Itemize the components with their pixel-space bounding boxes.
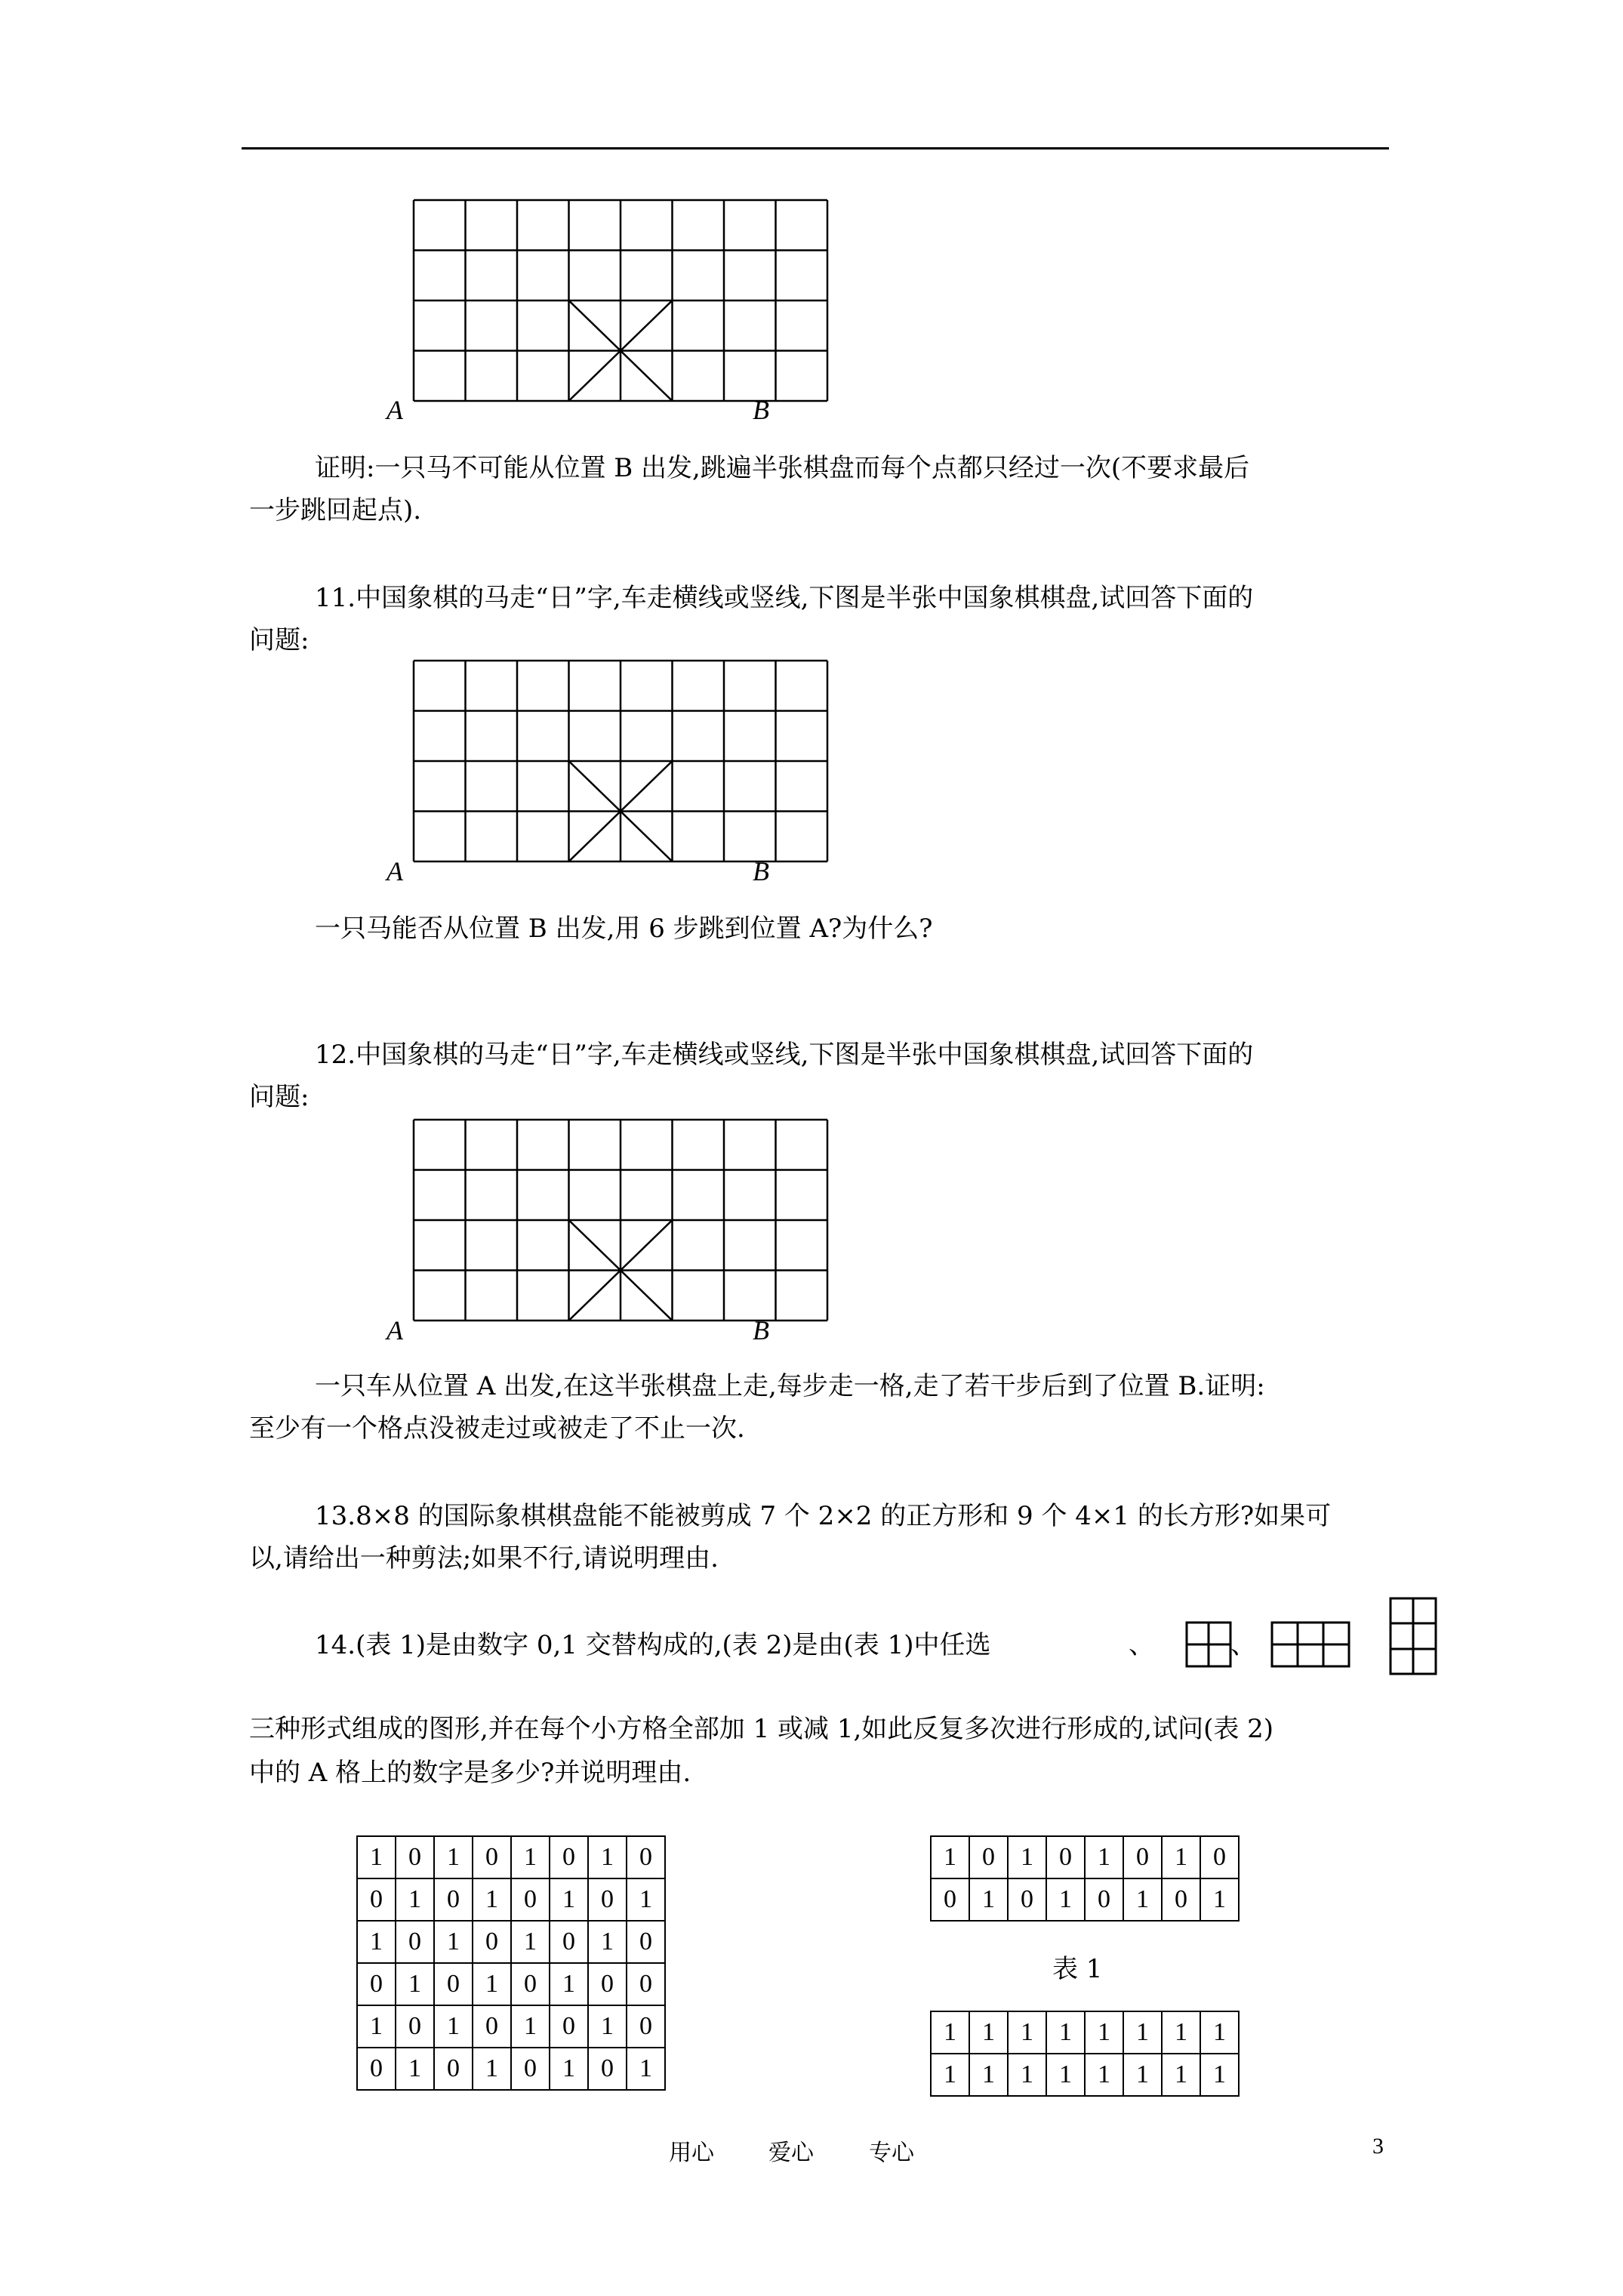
table-cell: 1 bbox=[1085, 1836, 1123, 1878]
table-cell: 1 bbox=[1046, 1878, 1085, 1921]
table-cell: 1 bbox=[588, 1836, 627, 1878]
table-cell: 0 bbox=[357, 1963, 396, 2005]
board-1-label-a: A bbox=[387, 395, 403, 425]
q14-text-line2: 三种形式组成的图形,并在每个小方格全部加 1 或减 1,如此反复多次进行形成的,试问(表 2) bbox=[249, 1714, 1274, 1744]
table-cell: 1 bbox=[550, 2048, 588, 2090]
table-cell: 1 bbox=[969, 2011, 1008, 2054]
shape-3x2-rectangle bbox=[1270, 1621, 1350, 1672]
footer-left: 用心 bbox=[669, 2140, 714, 2166]
table-cell: 0 bbox=[627, 2005, 665, 2048]
table-cell: 1 bbox=[1008, 2054, 1046, 2096]
table-cell: 0 bbox=[550, 1836, 588, 1878]
table-cell: 0 bbox=[473, 1921, 511, 1963]
table-cell: 0 bbox=[1046, 1836, 1085, 1878]
table-row bbox=[357, 1963, 665, 2005]
table-cell: 0 bbox=[434, 1963, 473, 2005]
table-row bbox=[931, 2011, 1239, 2054]
chess-board-3 bbox=[411, 1117, 830, 1322]
table-cell: 0 bbox=[588, 1963, 627, 2005]
table-cell: 0 bbox=[511, 1878, 550, 1921]
table-cell: 0 bbox=[357, 1878, 396, 1921]
table-cell: 0 bbox=[1123, 1836, 1162, 1878]
table-cell: 1 bbox=[396, 1878, 434, 1921]
table-row bbox=[931, 2054, 1239, 2096]
table-cell: 0 bbox=[1200, 1836, 1239, 1878]
table-cell: 1 bbox=[588, 2005, 627, 2048]
header-rule bbox=[242, 147, 1389, 149]
table-cell: 1 bbox=[434, 1921, 473, 1963]
table-cell: 0 bbox=[550, 2005, 588, 2048]
table-cell: 1 bbox=[550, 1878, 588, 1921]
board-3-label-a: A bbox=[387, 1315, 403, 1345]
table-cell: 1 bbox=[396, 1963, 434, 2005]
q14-text-line1: 14.(表 1)是由数字 0,1 交替构成的,(表 2)是由(表 1)中任选 bbox=[315, 1630, 991, 1660]
table-row bbox=[357, 1878, 665, 1921]
table-cell: 1 bbox=[969, 2054, 1008, 2096]
table-cell: 0 bbox=[357, 2048, 396, 2090]
table-cell: 0 bbox=[1162, 1878, 1200, 1921]
table-cell: 0 bbox=[511, 2048, 550, 2090]
table-cell: 0 bbox=[969, 1836, 1008, 1878]
table-row bbox=[357, 1836, 665, 1878]
page-number: 3 bbox=[1372, 2134, 1384, 2159]
table-cell: 1 bbox=[396, 2048, 434, 2090]
table-cell: 1 bbox=[1162, 2054, 1200, 2096]
table-cell: 1 bbox=[1200, 2054, 1239, 2096]
table-row bbox=[357, 1921, 665, 1963]
table-cell: 0 bbox=[627, 1963, 665, 2005]
table-cell: 0 bbox=[473, 2005, 511, 2048]
q12-text-line1: 12.中国象棋的马走“日”字,车走横线或竖线,下图是半张中国象棋棋盘,试回答下面的 bbox=[315, 1040, 1254, 1070]
table-cell: 0 bbox=[1008, 1878, 1046, 1921]
board-3-label-b: B bbox=[753, 1315, 769, 1345]
table-cell: 0 bbox=[434, 2048, 473, 2090]
table-row bbox=[931, 1878, 1239, 1921]
table-cell: 0 bbox=[588, 2048, 627, 2090]
table-row bbox=[357, 2005, 665, 2048]
q10-text-line1: 证明:一只马不可能从位置 B 出发,跳遍半张棋盘而每个点都只经过一次(不要求最后 bbox=[315, 453, 1250, 483]
table-cell: 0 bbox=[931, 1878, 969, 1921]
table-cell: 1 bbox=[434, 1836, 473, 1878]
table-cell: 0 bbox=[588, 1878, 627, 1921]
table-cell: 1 bbox=[1200, 2011, 1239, 2054]
table-cell: 1 bbox=[1085, 2054, 1123, 2096]
q12-text-line2: 问题: bbox=[249, 1082, 310, 1112]
table-cell: 1 bbox=[550, 1963, 588, 2005]
table-1-caption: 表 1 bbox=[1052, 1954, 1103, 1984]
table-cell: 1 bbox=[473, 2048, 511, 2090]
board-2-label-a: A bbox=[387, 856, 403, 886]
table-cell: 1 bbox=[357, 1836, 396, 1878]
table-cell: 0 bbox=[1085, 1878, 1123, 1921]
table-cell: 1 bbox=[1046, 2054, 1085, 2096]
table-2 bbox=[356, 1835, 666, 2091]
table-cell: 0 bbox=[550, 1921, 588, 1963]
table-cell: 1 bbox=[357, 1921, 396, 1963]
table-cell: 1 bbox=[511, 1836, 550, 1878]
q11-text-line2: 问题: bbox=[249, 625, 310, 655]
q12-question-line1: 一只车从位置 A 出发,在这半张棋盘上走,每步走一格,走了若干步后到了位置 B.证明: bbox=[315, 1371, 1265, 1401]
table-cell: 0 bbox=[396, 2005, 434, 2048]
table-cell: 1 bbox=[434, 2005, 473, 2048]
table-cell: 1 bbox=[473, 1963, 511, 2005]
table-1 bbox=[930, 1835, 1240, 1922]
table-cell: 1 bbox=[588, 1921, 627, 1963]
table-cell: 1 bbox=[1162, 2011, 1200, 2054]
table-cell: 1 bbox=[511, 2005, 550, 2048]
q11-question: 一只马能否从位置 B 出发,用 6 步跳到位置 A?为什么? bbox=[315, 914, 933, 944]
q12-question-line2: 至少有一个格点没被走过或被走了不止一次. bbox=[249, 1413, 745, 1444]
table-row bbox=[357, 2048, 665, 2090]
table-cell: 0 bbox=[511, 1963, 550, 2005]
table-row bbox=[931, 1836, 1239, 1878]
q14-separator-1: 、 bbox=[1129, 1630, 1154, 1660]
table-cell: 1 bbox=[1200, 1878, 1239, 1921]
chess-board-1 bbox=[411, 198, 830, 402]
table-cell: 1 bbox=[473, 1878, 511, 1921]
q10-text-line2: 一步跳回起点). bbox=[249, 495, 422, 525]
chess-board-2 bbox=[411, 658, 830, 863]
table-cell: 1 bbox=[1123, 2054, 1162, 2096]
table-cell: 1 bbox=[1085, 2011, 1123, 2054]
table-cell: 1 bbox=[1046, 2011, 1085, 2054]
table-cell: 1 bbox=[931, 2011, 969, 2054]
table-cell: 0 bbox=[396, 1836, 434, 1878]
table-cell: 1 bbox=[1123, 2011, 1162, 2054]
q13-text-line2: 以,请给出一种剪法;如果不行,请说明理由. bbox=[249, 1543, 719, 1573]
table-cell: 1 bbox=[1162, 1836, 1200, 1878]
table-cell: 1 bbox=[627, 1878, 665, 1921]
table-cell: 1 bbox=[1123, 1878, 1162, 1921]
board-1-label-b: B bbox=[753, 395, 769, 425]
table-cell: 1 bbox=[1008, 2011, 1046, 2054]
shape-2x3-rectangle bbox=[1389, 1597, 1437, 1679]
table-cell: 1 bbox=[357, 2005, 396, 2048]
table-cell: 0 bbox=[396, 1921, 434, 1963]
table-cell: 0 bbox=[473, 1836, 511, 1878]
table-cell: 1 bbox=[969, 1878, 1008, 1921]
table-cell: 0 bbox=[434, 1878, 473, 1921]
q14-text-line3: 中的 A 格上的数字是多少?并说明理由. bbox=[249, 1758, 691, 1788]
q13-text-line1: 13.8×8 的国际象棋棋盘能不能被剪成 7 个 2×2 的正方形和 9 个 4×1 的长方形?如果可 bbox=[315, 1501, 1332, 1531]
footer-middle: 爱心 bbox=[768, 2140, 814, 2166]
table-cell: 1 bbox=[931, 2054, 969, 2096]
shape-2x2-square bbox=[1185, 1621, 1232, 1672]
footer-right: 专心 bbox=[869, 2140, 914, 2166]
table-cell: 0 bbox=[627, 1921, 665, 1963]
q14-separator-2: 、 bbox=[1230, 1630, 1256, 1660]
table-cell: 1 bbox=[931, 1836, 969, 1878]
table-cell: 0 bbox=[627, 1836, 665, 1878]
table-cell: 1 bbox=[511, 1921, 550, 1963]
q11-text-line1: 11.中国象棋的马走“日”字,车走横线或竖线,下图是半张中国象棋棋盘,试回答下面的 bbox=[315, 583, 1254, 613]
board-2-label-b: B bbox=[753, 856, 769, 886]
table-cell: 1 bbox=[1008, 1836, 1046, 1878]
table-ones bbox=[930, 2011, 1240, 2097]
table-cell: 1 bbox=[627, 2048, 665, 2090]
